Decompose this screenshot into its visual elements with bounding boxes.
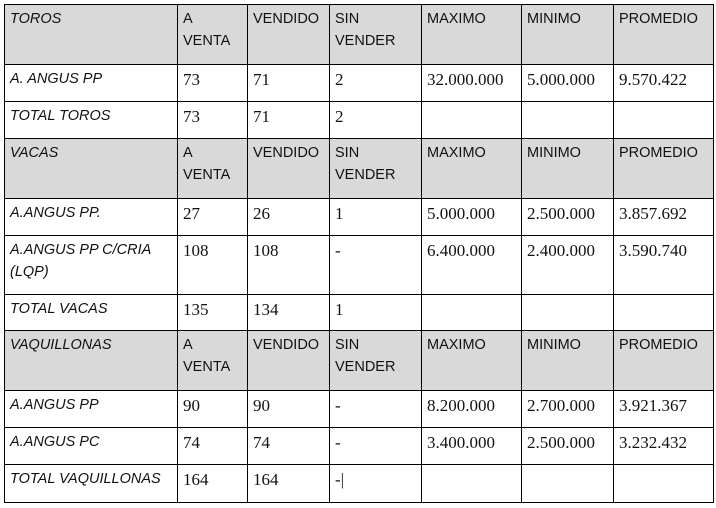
total-row [5, 295, 714, 331]
minimo-cell [522, 295, 614, 331]
a-venta-cell: 74 [178, 428, 248, 465]
section-header-row [5, 139, 714, 199]
promedio-cell [614, 465, 714, 503]
promedio-cell: 3.232.432 [614, 428, 714, 465]
a-venta-cell: 73 [178, 102, 248, 139]
vendido-cell: 71 [248, 102, 330, 139]
column-header-vendido: VENDIDO [248, 331, 330, 391]
promedio-cell: 3.590.740 [614, 236, 714, 295]
row-label: A.ANGUS PP C/CRIA (LQP) [5, 236, 178, 295]
column-header-minimo: MINIMO [522, 5, 614, 65]
category-header: VACAS [5, 139, 178, 199]
row-label: TOTAL TOROS [5, 102, 178, 139]
column-header-promedio: PROMEDIO [614, 139, 714, 199]
section-header-row [5, 5, 714, 65]
minimo-cell: 2.700.000 [522, 391, 614, 428]
column-header-maximo: MAXIMO [422, 5, 522, 65]
table-row [5, 391, 714, 428]
column-header-vendido: VENDIDO [248, 139, 330, 199]
table-row [5, 65, 714, 102]
column-header-minimo: MINIMO [522, 139, 614, 199]
maximo-cell [422, 465, 522, 503]
row-label: A.ANGUS PC [5, 428, 178, 465]
row-label: A.ANGUS PP. [5, 199, 178, 236]
column-header-a-venta: A VENTA [178, 139, 248, 199]
total-row [5, 465, 714, 503]
minimo-cell: 2.400.000 [522, 236, 614, 295]
column-header-minimo: MINIMO [522, 331, 614, 391]
sin-vender-cell: 2 [330, 102, 422, 139]
promedio-cell: 3.857.692 [614, 199, 714, 236]
a-venta-cell: 108 [178, 236, 248, 295]
category-header: VAQUILLONAS [5, 331, 178, 391]
column-header-a-venta: A VENTA [178, 331, 248, 391]
table-row [5, 236, 714, 295]
vendido-cell: 71 [248, 65, 330, 102]
a-venta-cell: 164 [178, 465, 248, 503]
column-header-promedio: PROMEDIO [614, 5, 714, 65]
column-header-promedio: PROMEDIO [614, 331, 714, 391]
column-header-maximo: MAXIMO [422, 139, 522, 199]
sin-vender-cell: 2 [330, 65, 422, 102]
section-header-row [5, 331, 714, 391]
column-header-sin-vender: SIN VENDER [330, 5, 422, 65]
vendido-cell: 90 [248, 391, 330, 428]
a-venta-cell: 90 [178, 391, 248, 428]
maximo-cell: 3.400.000 [422, 428, 522, 465]
vendido-cell: 164 [248, 465, 330, 503]
category-header: TOROS [5, 5, 178, 65]
sin-vender-cell: - [330, 391, 422, 428]
column-header-a-venta: A VENTA [178, 5, 248, 65]
column-header-sin-vender: SIN VENDER [330, 139, 422, 199]
vendido-cell: 26 [248, 199, 330, 236]
maximo-cell [422, 102, 522, 139]
total-row [5, 102, 714, 139]
maximo-cell: 8.200.000 [422, 391, 522, 428]
minimo-cell: 2.500.000 [522, 428, 614, 465]
row-label: TOTAL VAQUILLONAS [5, 465, 178, 503]
row-label: TOTAL VACAS [5, 295, 178, 331]
promedio-cell [614, 102, 714, 139]
auction-results-table [4, 4, 714, 503]
table-row [5, 428, 714, 465]
a-venta-cell: 73 [178, 65, 248, 102]
promedio-cell: 9.570.422 [614, 65, 714, 102]
promedio-cell [614, 295, 714, 331]
column-header-vendido: VENDIDO [248, 5, 330, 65]
sin-vender-cell: - [330, 236, 422, 295]
minimo-cell: 5.000.000 [522, 65, 614, 102]
vendido-cell: 134 [248, 295, 330, 331]
maximo-cell: 32.000.000 [422, 65, 522, 102]
a-venta-cell: 135 [178, 295, 248, 331]
maximo-cell [422, 295, 522, 331]
vendido-cell: 108 [248, 236, 330, 295]
row-label: A.ANGUS PP [5, 391, 178, 428]
column-header-maximo: MAXIMO [422, 331, 522, 391]
promedio-cell: 3.921.367 [614, 391, 714, 428]
minimo-cell: 2.500.000 [522, 199, 614, 236]
row-label: A. ANGUS PP [5, 65, 178, 102]
maximo-cell: 6.400.000 [422, 236, 522, 295]
sin-vender-cell: 1 [330, 295, 422, 331]
maximo-cell: 5.000.000 [422, 199, 522, 236]
column-header-sin-vender: SIN VENDER [330, 331, 422, 391]
vendido-cell: 74 [248, 428, 330, 465]
a-venta-cell: 27 [178, 199, 248, 236]
sin-vender-cell: - [330, 428, 422, 465]
minimo-cell [522, 465, 614, 503]
minimo-cell [522, 102, 614, 139]
table-row [5, 199, 714, 236]
sin-vender-cell: 1 [330, 199, 422, 236]
sin-vender-cell: -| [330, 465, 422, 503]
